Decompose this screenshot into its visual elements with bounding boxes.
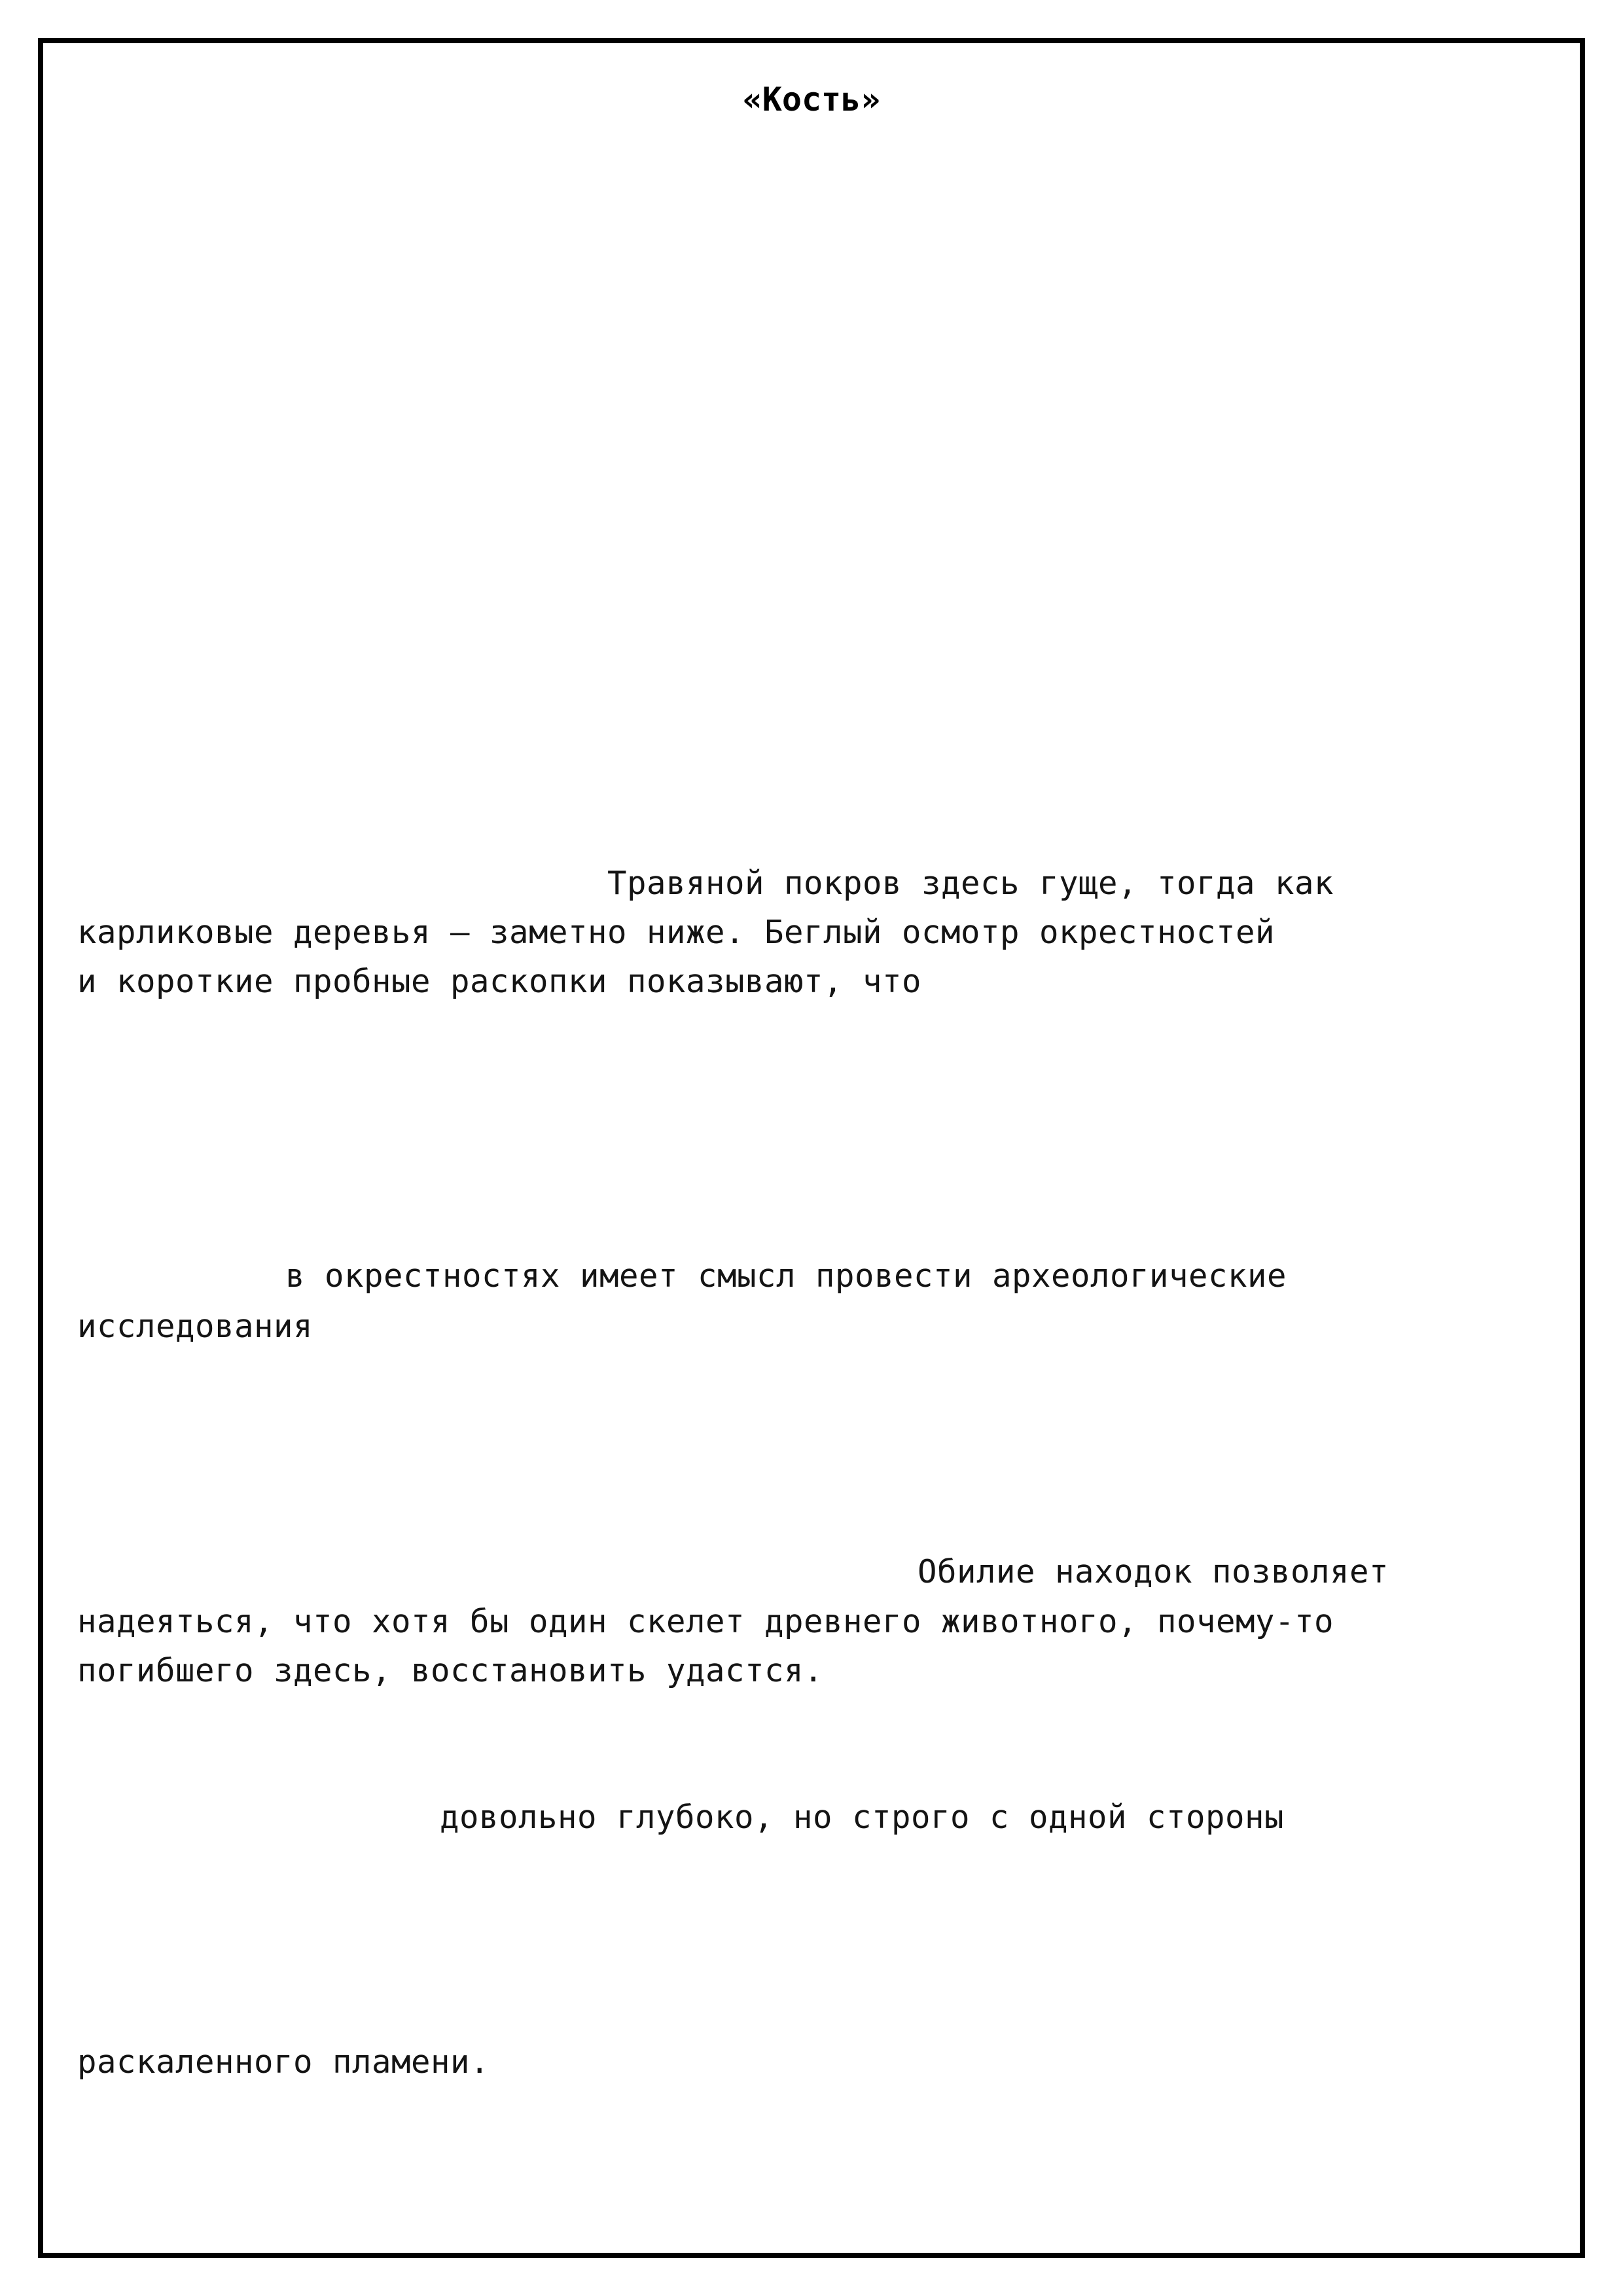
page-frame	[38, 38, 1585, 2258]
paragraph-3-line-2: надеяться, что хотя бы один скелет древнего животного, почему-то	[77, 1603, 1334, 1640]
paragraph-1-line-2: карликовые деревья – заметно ниже. Беглый осмотр окрестностей	[77, 914, 1275, 951]
paragraph-2-line-2: исследования	[77, 1308, 313, 1345]
paragraph-3-line-1: Обилие находок позволяет	[918, 1553, 1389, 1590]
paragraph-4-line-1: довольно глубоко, но строго с одной стороны	[440, 1799, 1285, 1836]
paragraph-2-line-1: в окрестностях имеет смысл провести археологические	[285, 1257, 1287, 1295]
paragraph-1-line-1: Травяной покров здесь гуще, тогда как	[607, 865, 1334, 902]
paragraph-3-line-3: погибшего здесь, восстановить удастся.	[77, 1652, 824, 1689]
paragraph-5-line-1: раскаленного пламени.	[77, 2043, 490, 2081]
paragraph-1-line-3: и короткие пробные раскопки показывают, что	[77, 963, 922, 1000]
page-title: «Кость»	[742, 81, 881, 118]
